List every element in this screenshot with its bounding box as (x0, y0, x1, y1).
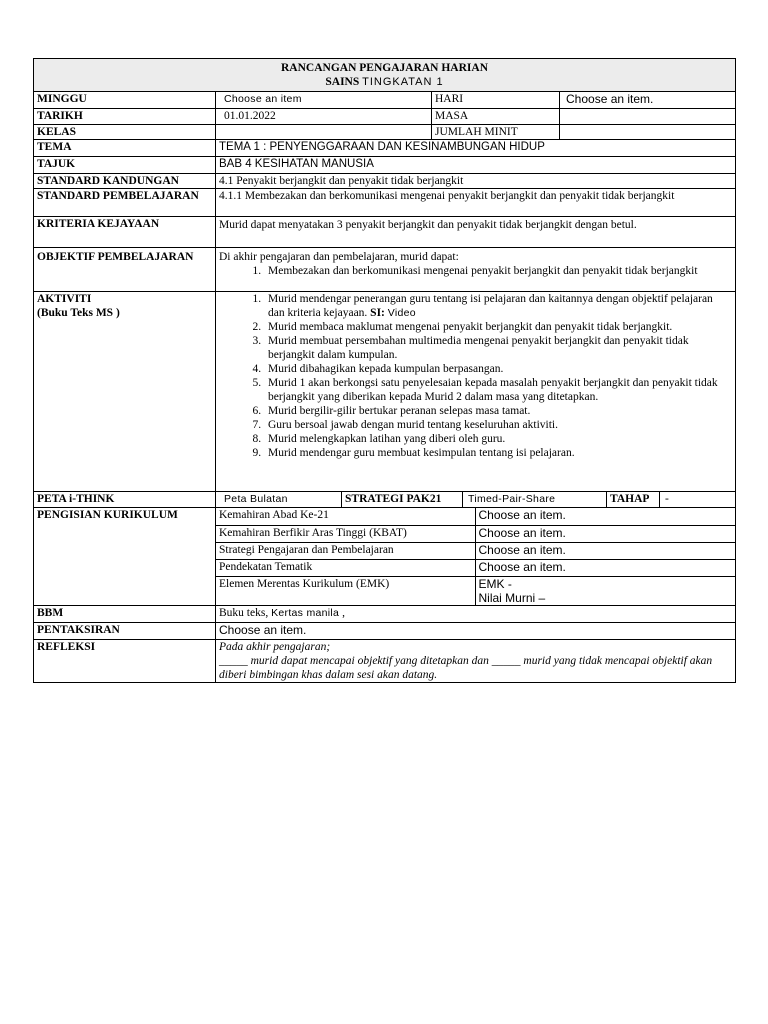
standard-pembelajaran-value: 4.1.1 Membezakan dan berkomunikasi mengenai penyakit berjangkit dan penyakit tidak berjangkit (216, 189, 736, 217)
standard-kandungan-value: 4.1 Penyakit berjangkit dan penyakit tidak berjangkit (216, 174, 736, 189)
kurikulum-row (216, 542, 735, 559)
hari-dropdown[interactable]: Choose an item. (560, 92, 736, 109)
refleksi-label: REFLEKSI (34, 640, 216, 683)
kelas-field[interactable] (216, 125, 432, 140)
tahap-label: TAHAP (607, 492, 660, 508)
aktiviti-list (219, 292, 732, 460)
document-header (34, 59, 736, 92)
tajuk-label: TAJUK (34, 157, 216, 174)
subject-label: SAINS (325, 76, 360, 88)
objektif-intro: Di akhir pengajaran dan pembelajaran, murid dapat: (219, 251, 459, 263)
emk-value[interactable]: EMK - (478, 576, 512, 591)
aktiviti-item: 5. Murid 1 akan berkongsi satu penyelesaian kepada masalah penyakit berjangkit dan penyakit tidak berjangkit yang diberikan kepada Murid 2 dalam masa yang ditetapkan. (264, 376, 732, 404)
pentaksiran-label: PENTAKSIRAN (34, 623, 216, 640)
aktiviti-item: 7. Guru bersoal jawab dengan murid tentang keseluruhan aktiviti. (264, 418, 732, 432)
bbm-suffix: , (342, 607, 345, 619)
aktiviti-item: 2. Murid membaca maklumat mengenai penyakit berjangkit dan penyakit tidak berjangkit. (264, 320, 732, 334)
kurikulum-name: Kemahiran Abad Ke-21 (216, 508, 475, 525)
tahap-value[interactable]: - (660, 492, 736, 508)
strategi-label: STRATEGI PAK21 (342, 492, 463, 508)
aktiviti-sublabel: (Buku Teks MS ) (37, 307, 120, 319)
masa-field[interactable] (560, 109, 736, 125)
refleksi-cell (216, 640, 736, 683)
bbm-cell (216, 606, 736, 623)
objektif-cell (216, 248, 736, 292)
form-level: TINGKATAN 1 (362, 76, 444, 88)
kurikulum-row (216, 576, 735, 605)
strategi-dropdown[interactable]: Timed-Pair-Share (463, 492, 607, 508)
kurikulum-row (216, 508, 735, 525)
objektif-list (219, 264, 732, 278)
objektif-item: 1. Membezakan dan berkomunikasi mengenai penyakit berjangkit dan penyakit tidak berjangkit (264, 264, 732, 278)
aktiviti-label: AKTIVITI (37, 293, 92, 305)
standard-kandungan-label: STANDARD KANDUNGAN (34, 174, 216, 189)
pentaksiran-dropdown[interactable]: Choose an item. (216, 623, 736, 640)
kurikulum-dropdown[interactable]: Choose an item. (475, 559, 735, 576)
minggu-label: MINGGU (34, 92, 216, 109)
objektif-label: OBJEKTIF PEMBELAJARAN (34, 248, 216, 292)
aktiviti-item: 3. Murid membuat persembahan multimedia mengenai penyakit berjangkit dan penyakit tidak berjangkit dalam kumpulan. (264, 334, 732, 362)
tajuk-value: BAB 4 KESIHATAN MANUSIA (216, 157, 736, 174)
kurikulum-name: Strategi Pengajaran dan Pembelajaran (216, 542, 475, 559)
refleksi-line2[interactable]: _____ murid dapat mencapai objektif yang ditetapkan dan _____ murid yang tidak mencapai objektif akan diberi bimbingan khas dalam sesi akan datang. (219, 655, 713, 681)
kurikulum-dropdown[interactable]: Choose an item. (475, 542, 735, 559)
kriteria-value: Murid dapat menyatakan 3 penyakit berjangkit dan penyakit tidak berjangkit dengan betul. (216, 217, 736, 248)
peta-label: PETA i-THINK (34, 492, 216, 508)
kelas-label: KELAS (34, 125, 216, 140)
tarikh-label: TARIKH (34, 109, 216, 125)
si-label: SI: (370, 307, 385, 319)
emk-cell (475, 576, 735, 605)
kriteria-label: KRITERIA KEJAYAAN (34, 217, 216, 248)
standard-pembelajaran-label: STANDARD PEMBELAJARAN (34, 189, 216, 217)
peta-dropdown[interactable]: Peta Bulatan (216, 492, 342, 508)
tema-value: TEMA 1 : PENYENGGARAAN DAN KESINAMBUNGAN HIDUP (216, 140, 736, 157)
aktiviti-item: 4. Murid dibahagikan kepada kumpulan berpasangan. (264, 362, 732, 376)
tarikh-field[interactable]: 01.01.2022 (216, 109, 432, 125)
masa-label: MASA (432, 109, 560, 125)
bbm-dropdown[interactable]: Kertas manila (271, 607, 340, 619)
lesson-plan (33, 58, 735, 683)
hari-label: HARI (432, 92, 560, 109)
lesson-plan-table (33, 58, 736, 683)
bbm-prefix: Buku teks, (219, 607, 269, 619)
kurikulum-name: Kemahiran Berfikir Aras Tinggi (KBAT) (216, 525, 475, 542)
aktiviti-item: 8. Murid melengkapkan latihan yang diberi oleh guru. (264, 432, 732, 446)
jumlah-minit-field[interactable] (560, 125, 736, 140)
minggu-dropdown[interactable]: Choose an item (216, 92, 432, 109)
kurikulum-label: PENGISIAN KURIKULUM (34, 508, 216, 606)
emk-name: Elemen Merentas Kurikulum (EMK) (216, 576, 475, 605)
refleksi-line1: Pada akhir pengajaran; (219, 641, 331, 653)
kurikulum-cell (216, 508, 736, 606)
kurikulum-table (216, 508, 735, 605)
jumlah-minit-label: JUMLAH MINIT (432, 125, 560, 140)
nilai-murni-value[interactable]: Nilai Murni – (478, 590, 546, 605)
aktiviti-item: 9. Murid mendengar guru membuat kesimpulan tentang isi pelajaran. (264, 446, 732, 460)
bbm-label: BBM (34, 606, 216, 623)
kurikulum-dropdown[interactable]: Choose an item. (475, 508, 735, 525)
kurikulum-name: Pendekatan Tematik (216, 559, 475, 576)
aktiviti-item: 1. Murid mendengar penerangan guru tentang isi pelajaran dan kaitannya dengan objektif pelajaran dan kriteria kejayaan. SI: Video (264, 292, 732, 320)
kurikulum-dropdown[interactable]: Choose an item. (475, 525, 735, 542)
kurikulum-row (216, 525, 735, 542)
aktiviti-label-cell (34, 292, 216, 492)
si-dropdown[interactable]: Video (387, 307, 416, 319)
document-title: RANCANGAN PENGAJARAN HARIAN (281, 62, 488, 74)
kurikulum-row (216, 559, 735, 576)
aktiviti-cell (216, 292, 736, 492)
tema-label: TEMA (34, 140, 216, 157)
aktiviti-item: 6. Murid bergilir-gilir bertukar peranan selepas masa tamat. (264, 404, 732, 418)
